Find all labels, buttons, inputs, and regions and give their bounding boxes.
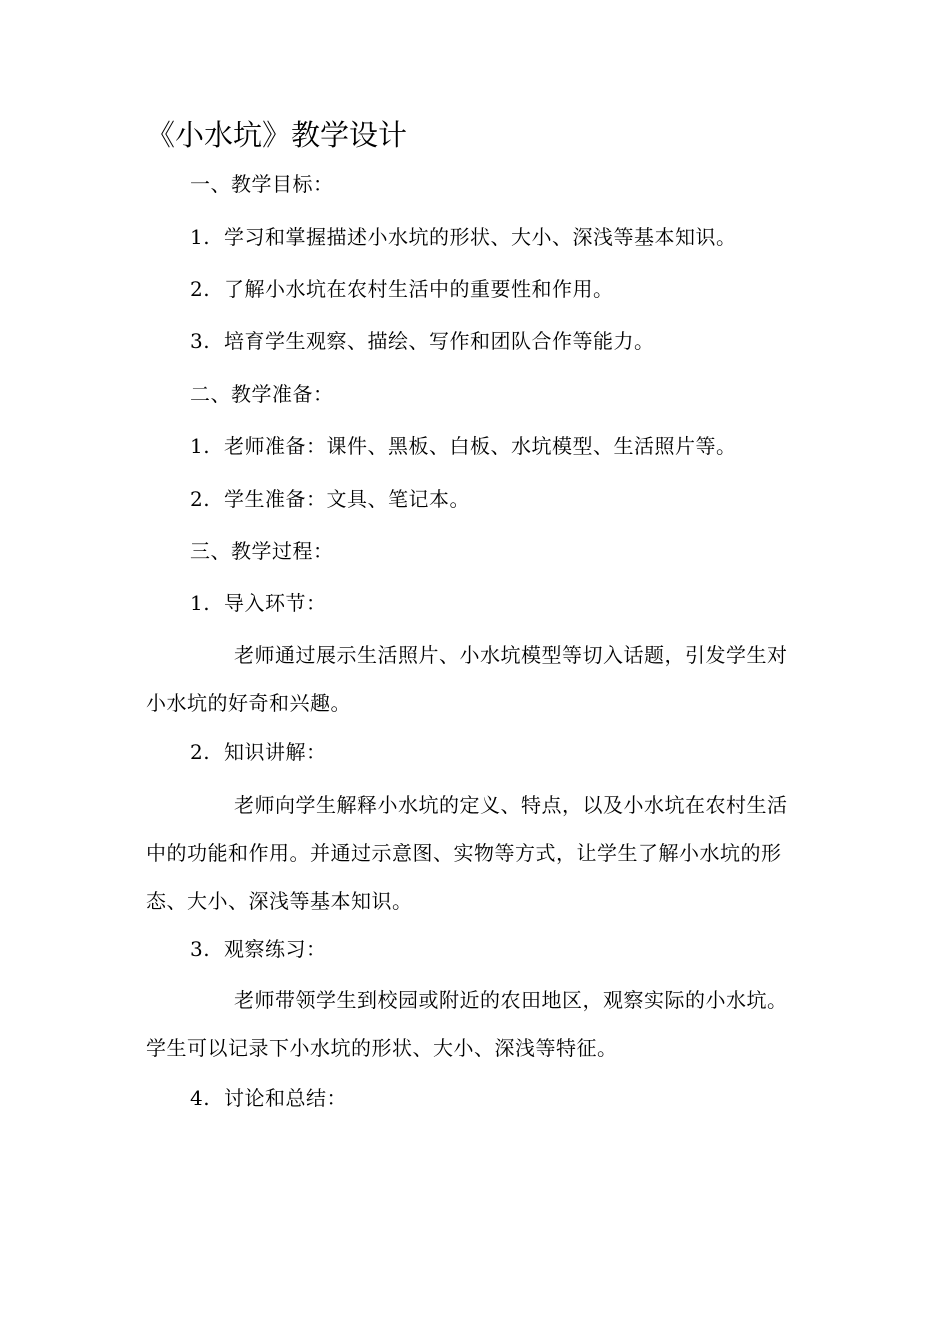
item-text: 了解小水坑在农村生活中的重要性和作用。 xyxy=(224,277,614,301)
step-1-body: 老师通过展示生活照片、小水坑模型等切入话题，引发学生对小水坑的好奇和兴趣。 xyxy=(146,643,788,715)
step-3-label xyxy=(190,935,327,963)
item-number: 2. xyxy=(190,277,211,301)
step-label: 观察练习： xyxy=(224,937,327,961)
goal-item-3 xyxy=(190,327,655,355)
step-1-label xyxy=(190,589,327,617)
step-label: 导入环节： xyxy=(224,591,327,615)
step-number: 1. xyxy=(190,591,211,615)
section-heading-goals: 一、教学目标： xyxy=(190,172,334,196)
goal-item-1 xyxy=(190,223,737,251)
item-number: 1. xyxy=(190,434,211,458)
section-heading-process: 三、教学过程： xyxy=(190,539,334,563)
item-text: 学习和掌握描述小水坑的形状、大小、深浅等基本知识。 xyxy=(224,225,737,249)
step-number: 4. xyxy=(190,1086,211,1110)
section-heading-preparation: 二、教学准备： xyxy=(190,382,334,406)
document-title: 《小水坑》教学设计 xyxy=(146,118,408,152)
prep-item-2 xyxy=(190,485,470,513)
step-label: 知识讲解： xyxy=(224,740,327,764)
prep-item-1 xyxy=(190,432,737,460)
item-text: 培育学生观察、描绘、写作和团队合作等能力。 xyxy=(224,329,655,353)
step-number: 2. xyxy=(190,740,211,764)
step-4-label xyxy=(190,1084,347,1112)
step-2-label xyxy=(190,738,327,766)
step-2-body: 老师向学生解释小水坑的定义、特点，以及小水坑在农村生活中的功能和作用。并通过示意图、实物等方式，让学生了解小水坑的形态、大小、深浅等基本知识。 xyxy=(146,793,788,913)
step-number: 3. xyxy=(190,937,211,961)
step-label: 讨论和总结： xyxy=(224,1086,347,1110)
goal-item-2 xyxy=(190,275,614,303)
item-text: 学生准备：文具、笔记本。 xyxy=(224,487,470,511)
item-number: 2. xyxy=(190,487,211,511)
step-3-body: 老师带领学生到校园或附近的农田地区，观察实际的小水坑。学生可以记录下小水坑的形状、大小、深浅等特征。 xyxy=(146,988,788,1060)
item-number: 3. xyxy=(190,329,211,353)
item-text: 老师准备：课件、黑板、白板、水坑模型、生活照片等。 xyxy=(224,434,737,458)
item-number: 1. xyxy=(190,225,211,249)
